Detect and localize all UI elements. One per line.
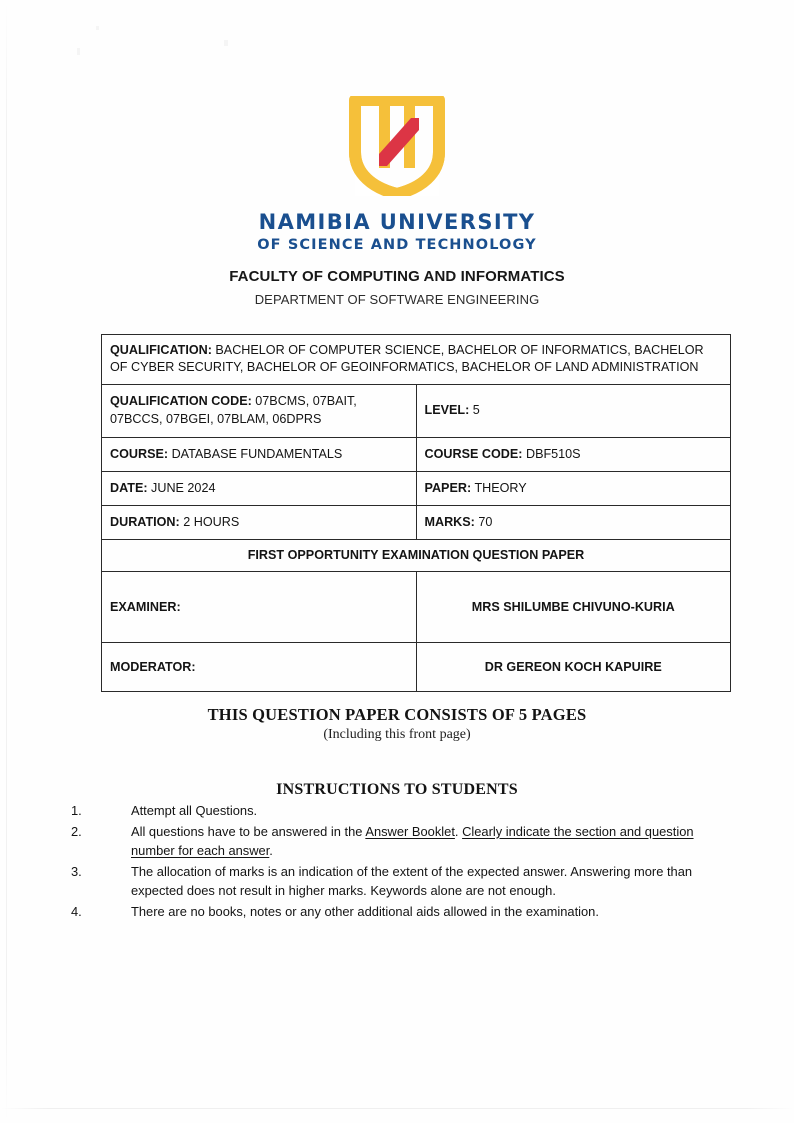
table-row bbox=[102, 540, 731, 572]
examiner-table bbox=[101, 539, 731, 692]
page-count-block bbox=[0, 705, 794, 743]
list-item-text-part: . bbox=[269, 843, 273, 859]
duration-label: DURATION: bbox=[110, 514, 180, 529]
date-cell bbox=[102, 471, 417, 505]
list-item-text-part: All questions have to be answered in the bbox=[131, 823, 366, 839]
qualification-value: BACHELOR OF COMPUTER SCIENCE, BACHELOR OF INFORMATICS, BACHELOR OF CYBER SECURITY, BACHELOR OF GEOINFORMATICS, BACHELOR OF LAND ADMINISTRATION bbox=[110, 343, 704, 375]
instructions-title: INSTRUCTIONS TO STUDENTS bbox=[276, 781, 518, 798]
table-row bbox=[102, 643, 731, 692]
faculty-heading: FACULTY OF COMPUTING AND INFORMATICS bbox=[229, 268, 565, 285]
qualification-code-value: 07BCMS, 07BAIT, 07BCCS, 07BGEI, 07BLAM, 06DPRS bbox=[110, 394, 357, 426]
university-name-line1: NAMIBIA UNIVERSITY bbox=[258, 210, 536, 234]
list-item-text bbox=[131, 822, 733, 861]
table-row bbox=[102, 384, 731, 437]
date-value: JUNE 2024 bbox=[151, 480, 216, 495]
qualification-code-label: QUALIFICATION CODE: bbox=[110, 394, 252, 409]
examiner-label: EXAMINER: bbox=[102, 572, 417, 643]
list-item bbox=[68, 902, 733, 922]
qualification-label: QUALIFICATION: bbox=[110, 343, 212, 357]
date-label: DATE: bbox=[110, 480, 148, 495]
list-item-text: Attempt all Questions. bbox=[131, 803, 258, 818]
course-value: DATABASE FUNDAMENTALS bbox=[171, 446, 343, 461]
list-item-text-part: . bbox=[454, 823, 463, 839]
examiner-name: MRS SHILUMBE CHIVUNO-KURIA bbox=[416, 572, 731, 643]
table-row bbox=[102, 572, 731, 643]
level-value: 5 bbox=[472, 403, 480, 418]
level-label: LEVEL: bbox=[424, 403, 470, 418]
moderator-label: MODERATOR: bbox=[102, 643, 417, 692]
marks-cell bbox=[416, 505, 731, 539]
qualification-cell bbox=[102, 335, 731, 385]
examination-type-header: FIRST OPPORTUNITY EXAMINATION QUESTION PAPER bbox=[102, 540, 731, 572]
scan-speck bbox=[77, 48, 80, 55]
list-item bbox=[68, 862, 733, 901]
paper-value: THEORY bbox=[474, 480, 527, 495]
list-item-number: 2. bbox=[71, 823, 82, 839]
list-item-text: There are no books, notes or any other additional aids allowed in the examination. bbox=[131, 904, 599, 920]
table-row bbox=[102, 505, 731, 539]
paper-label: PAPER: bbox=[424, 480, 472, 495]
instructions-list bbox=[68, 801, 733, 923]
list-item-number: 1. bbox=[71, 803, 82, 818]
duration-cell bbox=[102, 505, 417, 539]
nust-logo bbox=[0, 96, 794, 196]
table-row bbox=[102, 437, 731, 471]
qualification-code-cell bbox=[102, 384, 417, 437]
marks-label: MARKS: bbox=[424, 514, 475, 529]
scan-speck bbox=[224, 40, 228, 46]
exam-info-table bbox=[101, 334, 731, 540]
table-row bbox=[102, 471, 731, 505]
course-cell bbox=[102, 437, 417, 471]
page-count-line: THIS QUESTION PAPER CONSISTS OF 5 PAGES bbox=[207, 705, 587, 724]
list-item-underlined-instruction: Clearly indicate the section and question number for each answer bbox=[131, 823, 694, 859]
nust-shield-logo bbox=[349, 96, 445, 196]
university-name bbox=[0, 210, 794, 254]
scan-edge-line-bottom bbox=[0, 1108, 794, 1109]
marks-value: 70 bbox=[478, 514, 493, 529]
course-code-cell bbox=[416, 437, 731, 471]
page-count-note: (Including this front page) bbox=[323, 727, 471, 742]
department-heading: DEPARTMENT OF SOFTWARE ENGINEERING bbox=[254, 292, 540, 307]
list-item-number: 3. bbox=[71, 863, 82, 879]
course-label: COURSE: bbox=[110, 446, 169, 461]
university-name-line2: OF SCIENCE AND TECHNOLOGY bbox=[257, 237, 537, 254]
list-item-underlined-booklet: Answer Booklet bbox=[365, 823, 455, 839]
table-row bbox=[102, 335, 731, 385]
course-code-value: DBF510S bbox=[525, 446, 581, 461]
level-cell bbox=[416, 384, 731, 437]
list-item bbox=[68, 801, 733, 821]
list-item-text: The allocation of marks is an indication of the extent of the expected answer. Answering more than expected does not result in higher marks. Keywords alone are not enough. bbox=[131, 863, 693, 899]
scan-speck bbox=[96, 26, 99, 30]
duration-value: 2 HOURS bbox=[183, 514, 240, 529]
list-item-number: 4. bbox=[71, 904, 82, 920]
moderator-name: DR GEREON KOCH KAPUIRE bbox=[416, 643, 731, 692]
paper-cell bbox=[416, 471, 731, 505]
list-item bbox=[68, 822, 733, 861]
course-code-label: COURSE CODE: bbox=[424, 446, 523, 461]
